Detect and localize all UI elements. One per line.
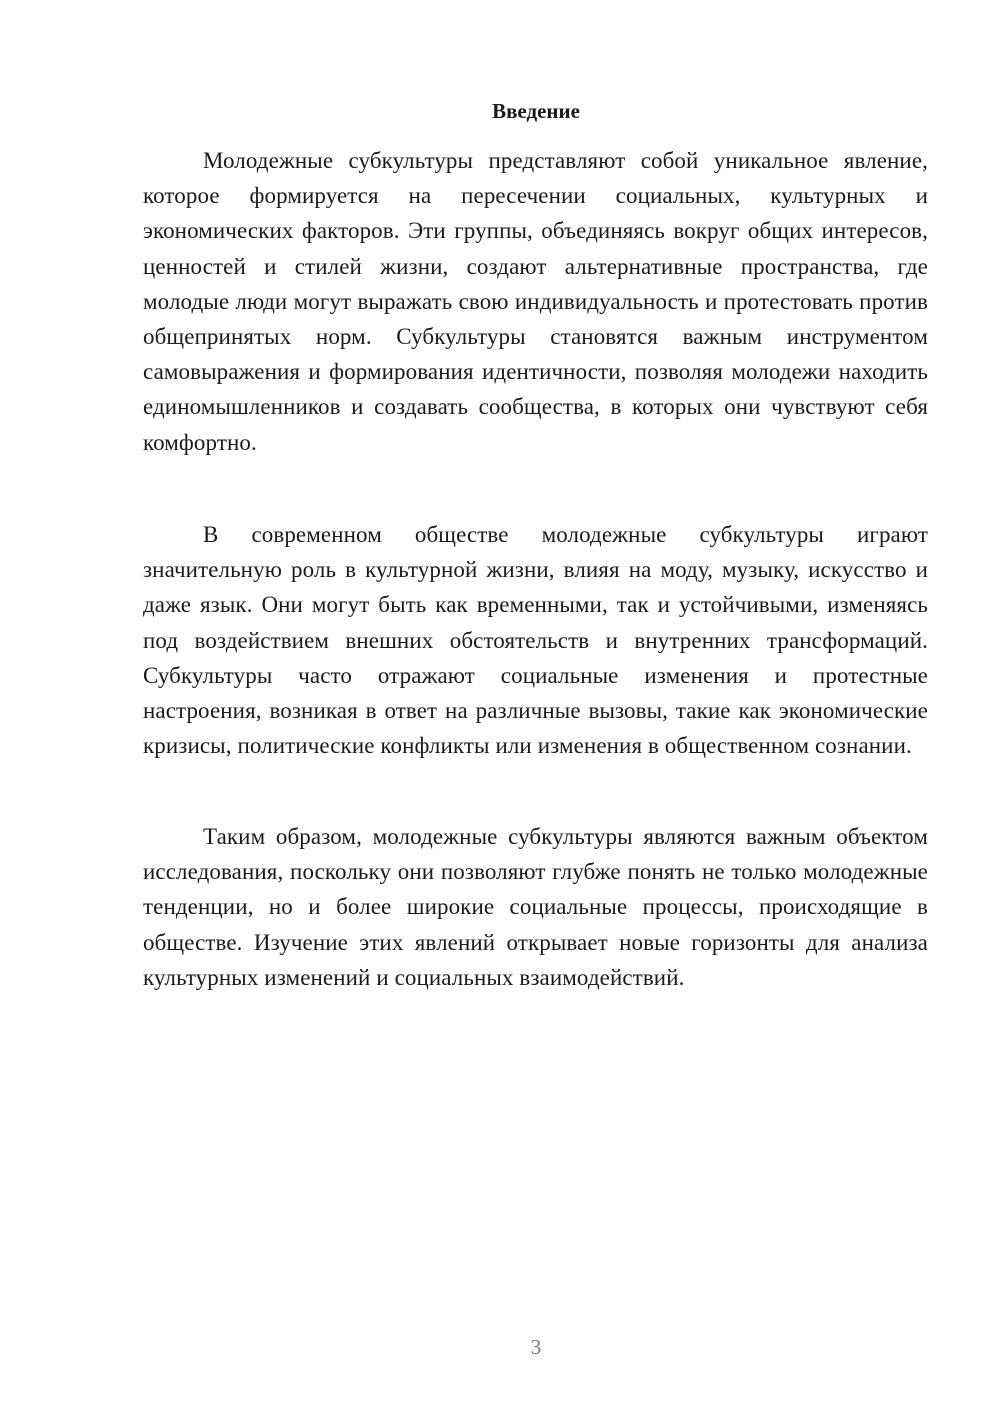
section-title: Введение xyxy=(492,99,580,123)
paragraph-1: Молодежные субкультуры представляют собой уникальное явление, которое формируется на пересечении социальных, культурных и экономических факторов. Эти группы, объединяясь вокруг общих интересов, ценностей и стилей жизни, создают альтернативные пространства, где молодые люди могут выражать свою индивидуальность и протестовать против общепринятых норм. Субкультуры становятся важным инструментом самовыражения и формирования идентичности, позволяя молодежи находить единомышленников и создавать сообщества, в которых они чувствуют себя комфортно. xyxy=(143,148,928,455)
page-number: 3 xyxy=(530,1335,542,1359)
paragraph-3: Таким образом, молодежные субкультуры являются важным объектом исследования, поскольку они позволяют глубже понять не только молодежные тенденции, но и более широкие социальные процессы, происходящие в обществе. Изучение этих явлений открывает новые горизонты для анализа культурных изменений и социальных взаимодействий. xyxy=(143,824,928,990)
paragraph-2: В современном обществе молодежные субкультуры играют значительную роль в культурной жизни, влияя на моду, музыку, искусство и даже язык. Они могут быть как временными, так и устойчивыми, изменяясь под воздействием внешних обстоятельств и внутренних трансформаций. Субкультуры часто отражают социальные изменения и протестные настроения, возникая в ответ на различные вызовы, такие как экономические кризисы, политические конфликты или изменения в общественном сознании. xyxy=(143,522,928,759)
